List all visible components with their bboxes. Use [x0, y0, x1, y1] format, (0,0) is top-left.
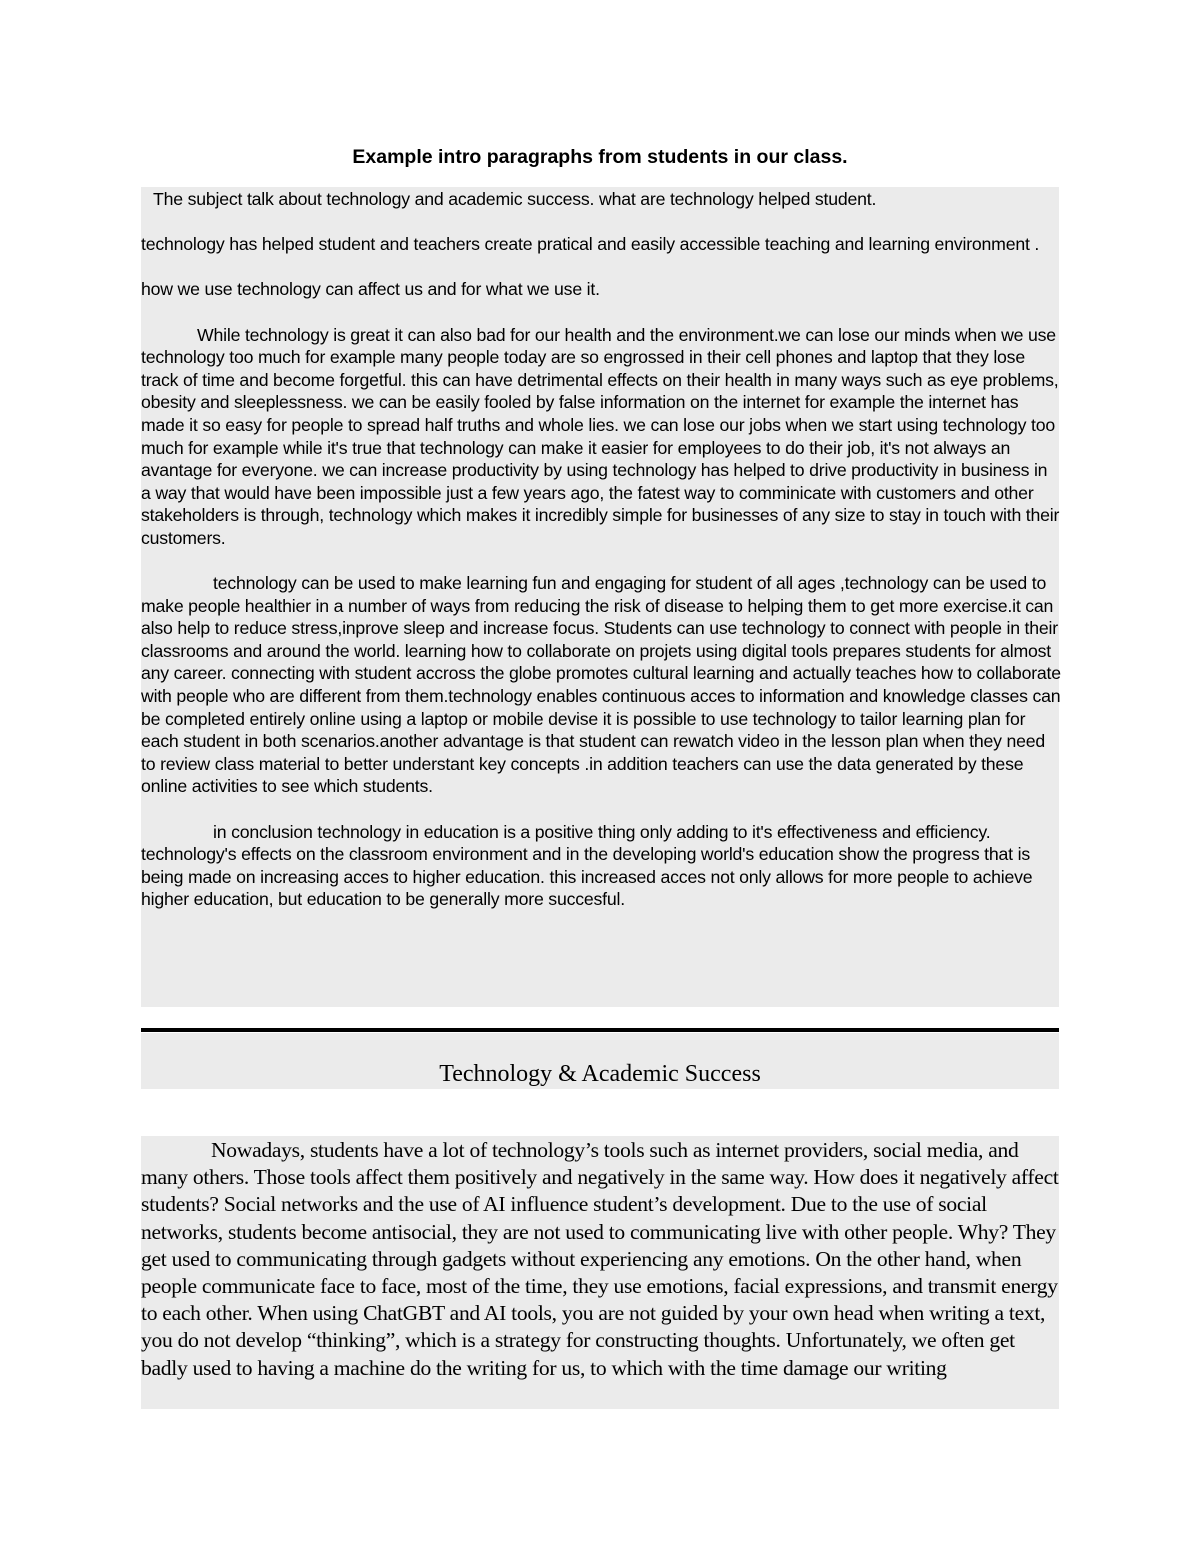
essay1-paragraph: in conclusion technology in education is a positive thing only adding to it's effectiveness and efficiency. technology's effects on the classroom environment and in the developing world's education show the progress that is being made on increasing acces to higher education. this increased acces not only allows for more people to achieve higher education, but education to be generally more succesful.	[141, 821, 1033, 910]
page-heading: Example intro paragraphs from students in our class.	[352, 146, 848, 168]
essay1-paragraph: While technology is great it can also bad for our health and the environment.we can lose our minds when we use technology too much for example many people today are so engrossed in their cell phones and laptop that they lose track of time and become forgetful. this can have detrimental effects on their health in many ways such as eye problems, obesity and sleeplessness. we can be easily fooled by false information on the internet for example the internet has made it so easy for people to spread half truths and whole lies. we can lose our jobs when we start using technology too much for example while it's true that technology can make it easier for employees to do their job, it's not always an avantage for everyone. we can increase productivity by using technology has helped to drive productivity in business in a way that would have been impossible just a few years ago, the fatest way to comminicate with customers and other stakeholders is through, technology which makes it incredibly simple for businesses of any size to stay in touch with their customers.	[141, 324, 1060, 548]
essay1	[141, 188, 1061, 934]
section-divider	[141, 1028, 1059, 1032]
essay1-paragraph: how we use technology can affect us and for what we use it.	[141, 279, 600, 300]
essay2-paragraph: Nowadays, students have a lot of technology’s tools such as internet providers, social media, and many others. Those tools affect them positively and negatively in the same way. How does it negatively affect students? Social networks and the use of AI influence student’s development. Due to the use of social networks, students become antisocial, they are not used to communicating live with other people. Why? They get used to communicating through gadgets without experiencing any emotions. On the other hand, when people communicate face to face, most of the time, they use emotions, facial expressions, and transmit energy to each other. When using ChatGBT and AI tools, you are not guided by your own head when writing a text, you do not develop “thinking”, which is a strategy for constructing thoughts. Unfortunately, we often get badly used to having a machine do the writing for us, to which with the time damage our writing	[141, 1138, 1059, 1380]
essay1-paragraph: The subject talk about technology and academic success. what are technology helped student.	[153, 189, 877, 209]
essay1-paragraph: technology has helped student and teachers create pratical and easily accessible teaching and learning environment .	[141, 234, 1040, 255]
essay2-title: Technology & Academic Success	[439, 1061, 761, 1087]
essay1-paragraph: technology can be used to make learning fun and engaging for student of all ages ,technology can be used to make people healthier in a number of ways from reducing the risk of disease to helping them to get more exercise.it can also help to reduce stress,inprove sleep and increase focus. Students can use technology to connect with people in their classrooms and around the world. learning how to collaborate on projets using digital tools prepares students for almost any career. connecting with student accross the globe promotes cultural learning and actually teaches how to collaborate with people who are different from them.technology enables continuous acces to information and knowledge classes can be completed entirely online using a laptop or mobile devise it is possible to use technology to tailor learning plan for each student in both scenarios.another advantage is that student can rewatch video in the lesson plan when they need to review class material to better understant key concepts .in addition teachers can use the data generated by these online activities to see which students.	[141, 573, 1061, 797]
